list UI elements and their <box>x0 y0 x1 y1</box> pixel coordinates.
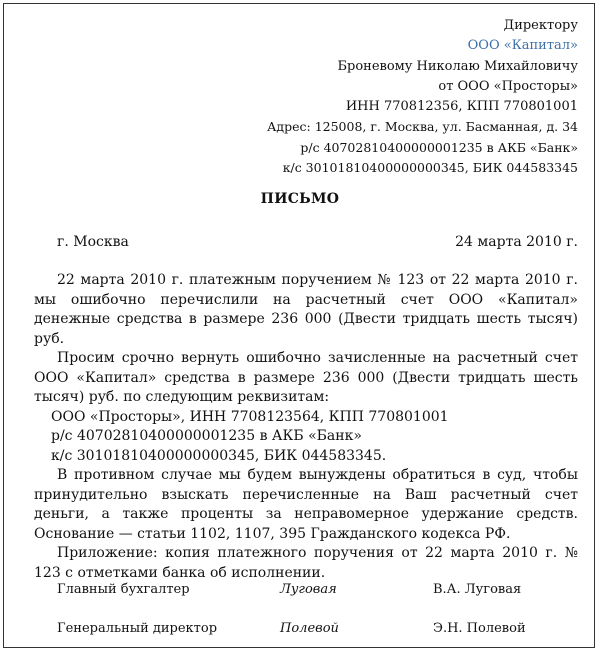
paragraph-request: Просим срочно вернуть ошибочно зачисленные на расчетный счет ООО «Капитал» средства в размере 236 000 (Двести тридцать шесть тысяч) руб. по следующим реквизитам: <box>34 350 578 405</box>
paragraph-appendix: Приложение: копия платежного поручения от 22 марта 2010 г. № 123 с отметками банка об исполнении. <box>34 545 578 581</box>
letter-date: 24 марта 2010 г. <box>455 234 578 250</box>
letter-body <box>34 271 578 583</box>
signer-signature: Полевой <box>280 621 339 636</box>
requisite-company: ООО «Просторы», ИНН 7708123564, КПП 770801001 <box>51 408 449 425</box>
addressee-company: ООО «Капитал» <box>467 38 578 54</box>
sender-company: от ООО «Просторы» <box>438 78 578 94</box>
addressee-position: Директору <box>503 18 578 33</box>
requisite-corr-account: к/с 30101810400000000345, БИК 044583345. <box>51 447 387 464</box>
paragraph-court: В противном случае мы будем вынуждены обратиться в суд, чтобы принудительно взыскать перечисленные на Ваш расчетный счет деньги, а также проценты за неправомерное удержание средств. Основание — статьи 1102, 1107, 395 Гражданского кодекса РФ. <box>34 467 578 542</box>
sender-inn-kpp: ИНН 770812356, КПП 770801001 <box>345 99 578 115</box>
signer-name: Э.Н. Полевой <box>433 621 526 636</box>
signer-name: В.А. Луговая <box>433 582 522 597</box>
signer-signature: Луговая <box>280 582 337 597</box>
paragraph-transfer: 22 марта 2010 г. платежным поручением № 123 от 22 марта 2010 г. мы ошибочно перечислили на расчетный счет ООО «Капитал» денежные средства в размере 236 000 (Двести тридцать шесть тысяч) руб. <box>34 272 578 347</box>
sender-address: Адрес: 125008, г. Москва, ул. Басманная, д. 34 <box>266 119 578 135</box>
signer-role: Генеральный директор <box>57 621 218 636</box>
sender-corr-account: к/с 30101810400000000345, БИК 044583345 <box>282 160 578 176</box>
sender-account: р/с 40702810400000001235 в АКБ «Банк» <box>300 139 578 155</box>
addressee-block <box>267 16 578 178</box>
signer-role: Главный бухгалтер <box>57 582 190 597</box>
place: г. Москва <box>57 234 129 250</box>
requisite-account: р/с 40702810400000001235 в АКБ «Банк» <box>51 428 362 444</box>
document-title: ПИСЬМО <box>260 191 340 207</box>
addressee-name: Броневому Николаю Михайловичу <box>337 58 578 74</box>
